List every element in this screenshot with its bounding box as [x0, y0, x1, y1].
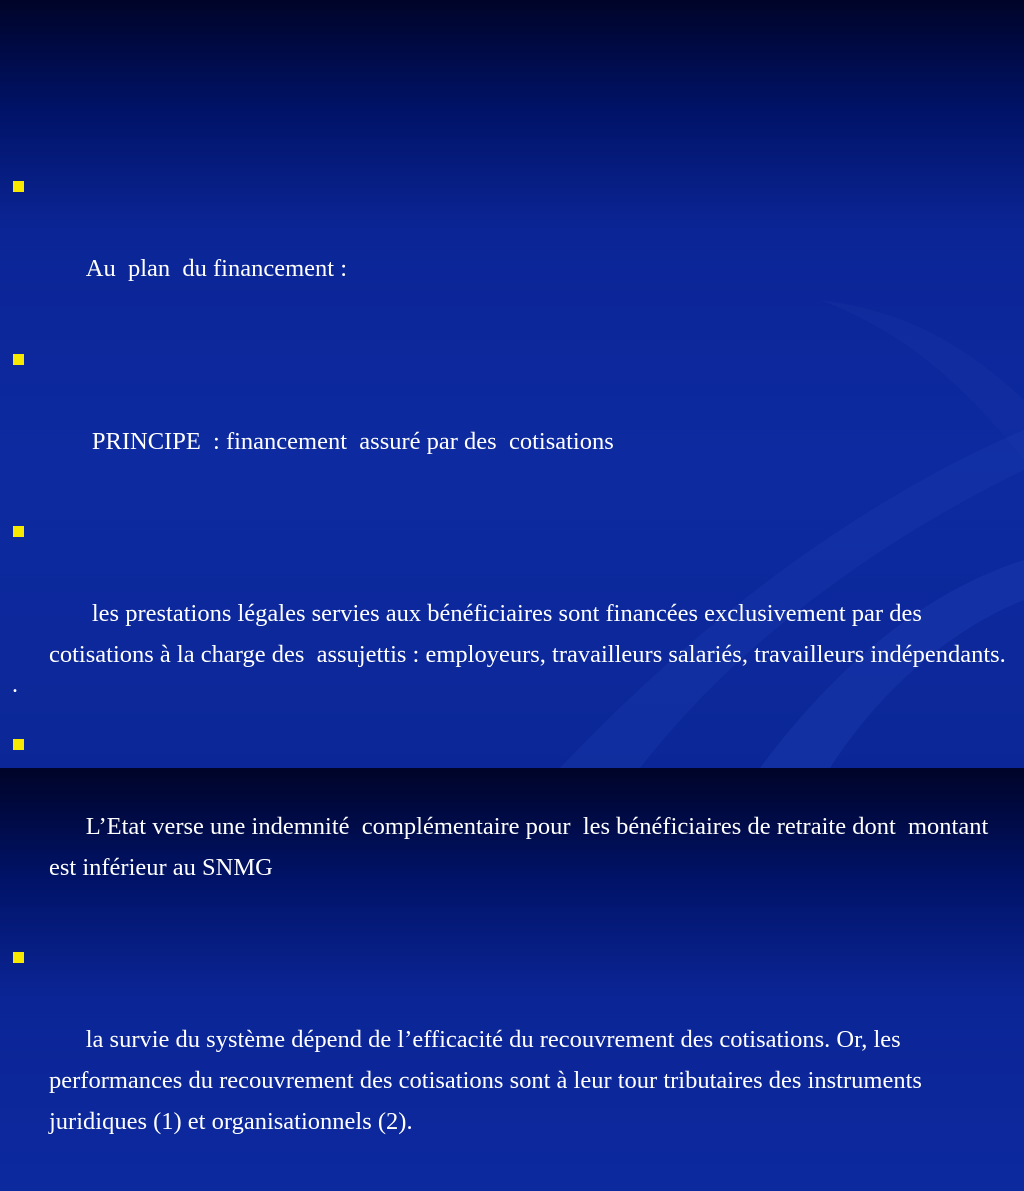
square-bullet-icon	[13, 181, 24, 192]
bullet-text: la survie du système dépend de l’efficacité du recouvrement des cotisations. Or, les performances du recouvrement des cotisations sont à leur tour tributaires des instruments juridiques (1) et organisationnels (2).	[49, 1026, 929, 1135]
bullet-list	[0, 166, 1024, 1183]
bullet-text: L’Etat verse une indemnité complémentaire pour les bénéficiaires de retraite dont montant est inférieur au SNMG	[49, 813, 1001, 881]
slide-content	[0, 166, 1024, 1191]
square-bullet-icon	[13, 952, 24, 963]
square-bullet-icon	[13, 354, 24, 365]
bullet-text: PRINCIPE : financement assuré par des cotisations	[85, 428, 614, 455]
square-bullet-icon	[13, 526, 24, 537]
bullet-item-state-allowance	[0, 724, 1024, 929]
bullet-item-financing-plan	[0, 166, 1024, 330]
square-bullet-icon	[13, 739, 24, 750]
bullet-item-principle	[0, 339, 1024, 503]
bullet-text: les prestations légales servies aux bénéficiaires sont financées exclusivement par des cotisations à la charge des assujettis : employeurs, travailleurs salariés, travailleurs indépendants.	[49, 600, 1006, 668]
bullet-item-system-survival	[0, 937, 1024, 1183]
trailing-period: .	[12, 672, 18, 698]
bullet-item-benefits-funding	[0, 511, 1024, 716]
bullet-text: Au plan du financement :	[85, 255, 348, 282]
